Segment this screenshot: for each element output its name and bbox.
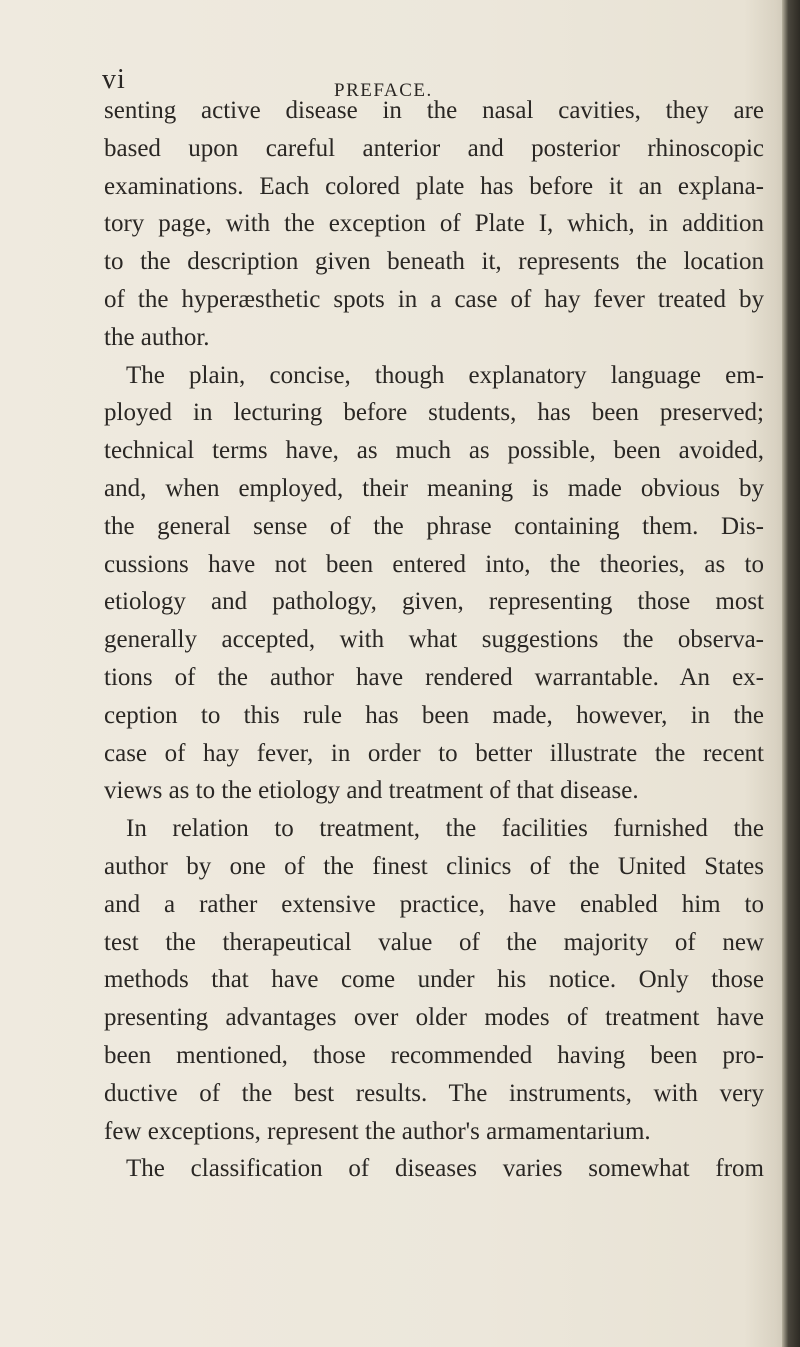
text-line: tions of the author have rendered warrantable. An ex- (104, 663, 764, 691)
page-number: vi (102, 64, 126, 95)
text-line: senting active disease in the nasal cavities, they are (104, 97, 764, 124)
page-header (0, 56, 780, 101)
text-line: etiology and pathology, given, representing those most (104, 588, 764, 616)
text-line: ception to this rule has been made, however, in the (104, 701, 764, 729)
text-line: The plain, concise, though explanatory language em- (126, 361, 764, 389)
text-line: cussions have not been entered into, the theories, as to (104, 550, 764, 578)
text-line: to the description given beneath it, represents the location (104, 248, 764, 276)
text-line: tory page, with the exception of Plate I, which, in addition (104, 210, 764, 238)
text-line: presenting advantages over older modes of treatment have (104, 1004, 764, 1032)
text-line: been mentioned, those recommended having been pro- (104, 1041, 764, 1069)
text-line: the general sense of the phrase containing them. Dis- (104, 512, 764, 540)
text-line: examinations. Each colored plate has before it an explana- (104, 172, 764, 200)
text-line: based upon careful anterior and posterior rhinoscopic (104, 134, 764, 162)
running-head: PREFACE. (334, 80, 433, 101)
text-line: methods that have come under his notice. Only those (104, 966, 764, 994)
binding-edge (782, 0, 800, 1347)
text-line: and, when employed, their meaning is made obvious by (104, 474, 764, 502)
text-line: few exceptions, represent the author's armamentarium. (104, 1117, 651, 1145)
body-text (104, 92, 764, 1188)
text-line: test the therapeutical value of the majority of new (104, 928, 764, 956)
text-line: ployed in lecturing before students, has been preserved; (104, 399, 764, 427)
text-line: the author. (104, 323, 210, 351)
text-line: In relation to treatment, the facilities furnished the (126, 815, 764, 843)
text-line: The classification of diseases varies somewhat from (126, 1155, 764, 1183)
text-line: of the hyperæsthetic spots in a case of hay fever treated by (104, 285, 764, 313)
text-line: author by one of the finest clinics of the United States (104, 852, 764, 880)
text-line: and a rather extensive practice, have enabled him to (104, 890, 764, 918)
text-line: generally accepted, with what suggestions the observa- (104, 626, 764, 654)
text-line: technical terms have, as much as possible, been avoided, (104, 437, 764, 465)
text-line: ductive of the best results. The instruments, with very (104, 1079, 764, 1107)
text-line: case of hay fever, in order to better illustrate the recent (104, 739, 764, 767)
text-line: views as to the etiology and treatment of that disease. (104, 777, 639, 805)
